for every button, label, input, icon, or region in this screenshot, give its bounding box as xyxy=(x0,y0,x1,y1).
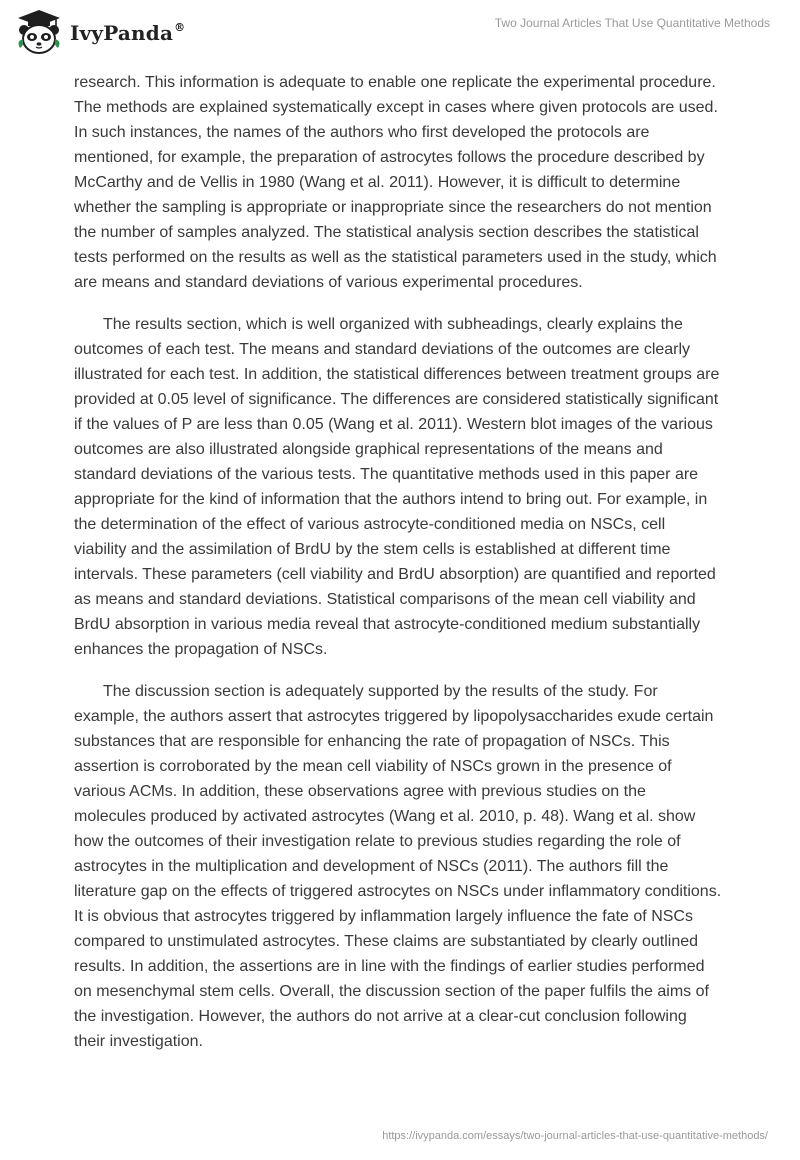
source-url[interactable]: https://ivypanda.com/essays/two-journal-articles-that-use-quantitative-methods/ xyxy=(382,1130,768,1142)
brand-name: IvyPanda® xyxy=(70,21,186,45)
registered-mark: ® xyxy=(174,21,186,34)
document-title: Two Journal Articles That Use Quantitative Methods xyxy=(494,16,770,30)
essay-body xyxy=(74,70,722,1071)
paragraph: The discussion section is adequately supported by the results of the study. For example, the authors assert that astrocytes triggered by lipopolysaccharides exude certain substances that are responsible for enhancing the rate of propagation of NSCs. This assertion is corroborated by the mean cell viability of NSCs grown in the presence of various ACMs. In addition, these observations agree with previous studies on the molecules produced by activated astrocytes (Wang et al. 2010, p. 48). Wang et al. show how the outcomes of their investigation relate to previous studies regarding the role of astrocytes in the multiplication and development of NSCs (2011). The authors fill the literature gap on the effects of triggered astrocytes on NSCs under inflammatory conditions. It is obvious that astrocytes triggered by inflammation largely influence the fate of NSCs compared to unstimulated astrocytes. These claims are substantiated by clearly outlined results. In addition, the assertions are in line with the findings of earlier studies performed on mesenchymal stem cells. Overall, the discussion section of the paper fulfils the aims of the investigation. However, the authors do not arrive at a clear-cut conclusion following their investigation. xyxy=(74,683,722,1050)
brand-logo[interactable] xyxy=(14,8,185,56)
paragraph: research. This information is adequate to enable one replicate the experimental procedure. The methods are explained systematically except in cases where given protocols are used. In such instances, the names of the authors who first developed the protocols are mentioned, for example, the preparation of astrocytes follows the procedure described by McCarthy and de Vellis in 1980 (Wang et al. 2011). However, it is difficult to determine whether the sampling is appropriate or inappropriate since the researchers do not mention the number of samples analyzed. The statistical analysis section describes the statistical tests performed on the results as well as the statistical parameters used in the study, which are means and standard deviations of various experimental procedures. xyxy=(74,74,718,291)
paragraph: The results section, which is well organized with subheadings, clearly explains the outcomes of each test. The means and standard deviations of the outcomes are clearly illustrated for each test. In addition, the statistical differences between treatment groups are provided at 0.05 level of significance. The differences are considered statistically significant if the values of P are less than 0.05 (Wang et al. 2011). Western blot images of the various outcomes are also illustrated alongside graphical representations of the means and standard deviations of the various tests. The quantitative methods used in this paper are appropriate for the kind of information that the authors intend to bring out. For example, in the determination of the effect of various astrocyte-conditioned media on NSCs, cell viability and the assimilation of BrdU by the stem cells is established at different time intervals. These parameters (cell viability and BrdU absorption) are quantified and reported as means and standard deviations. Statistical comparisons of the mean cell viability and BrdU absorption in various media reveal that astrocyte-conditioned medium substantially enhances the propagation of NSCs. xyxy=(74,316,720,658)
panda-mascot-icon xyxy=(14,8,64,56)
page-header xyxy=(14,8,770,58)
